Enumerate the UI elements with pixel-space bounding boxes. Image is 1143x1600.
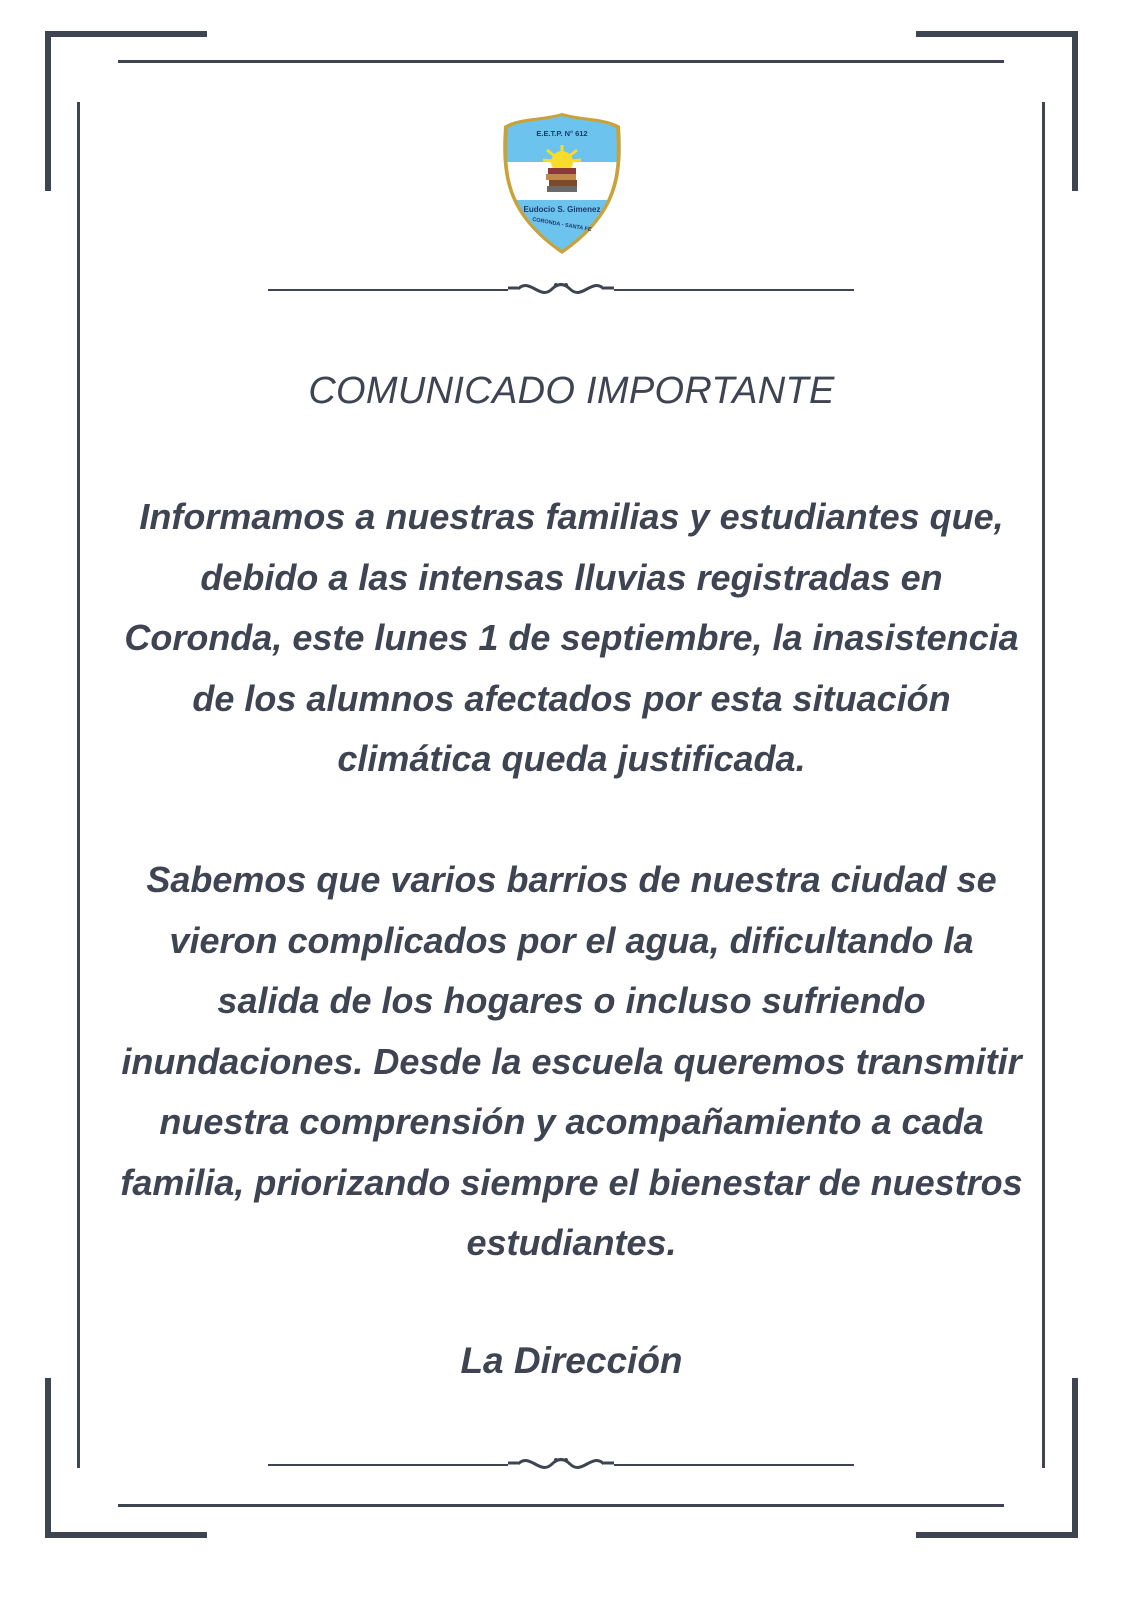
paragraph-justification: Informamos a nuestras familias y estudiantes que, debido a las intensas lluvias registradas en Coronda, este lunes 1 de septiembre, la inasistencia de los alumnos afectados por esta situación climática queda justificada. — [124, 496, 1019, 779]
signature: La Dirección — [460, 1340, 683, 1381]
svg-text:Eudocio S. Gimenez: Eudocio S. Gimenez — [523, 205, 601, 214]
school-crest-logo — [503, 112, 621, 254]
svg-text:E.E.T.P. N° 612: E.E.T.P. N° 612 — [536, 129, 588, 138]
ornamental-divider-top — [268, 275, 854, 305]
ornamental-divider-bottom — [268, 1450, 854, 1480]
svg-text:CORONDA - SANTA FE: CORONDA - SANTA FE — [531, 216, 592, 234]
paragraph-support: Sabemos que varios barrios de nuestra ciudad se vieron complicados por el agua, dificultando la salida de los hogares o incluso sufriendo inundaciones. Desde la escuela queremos transmitir nuestra comprensión y acompañamiento a cada familia, priorizando siempre el bienestar de nuestros estudiantes. — [120, 859, 1023, 1263]
books-icon — [546, 168, 577, 192]
page-title: COMUNICADO IMPORTANTE — [308, 370, 835, 412]
